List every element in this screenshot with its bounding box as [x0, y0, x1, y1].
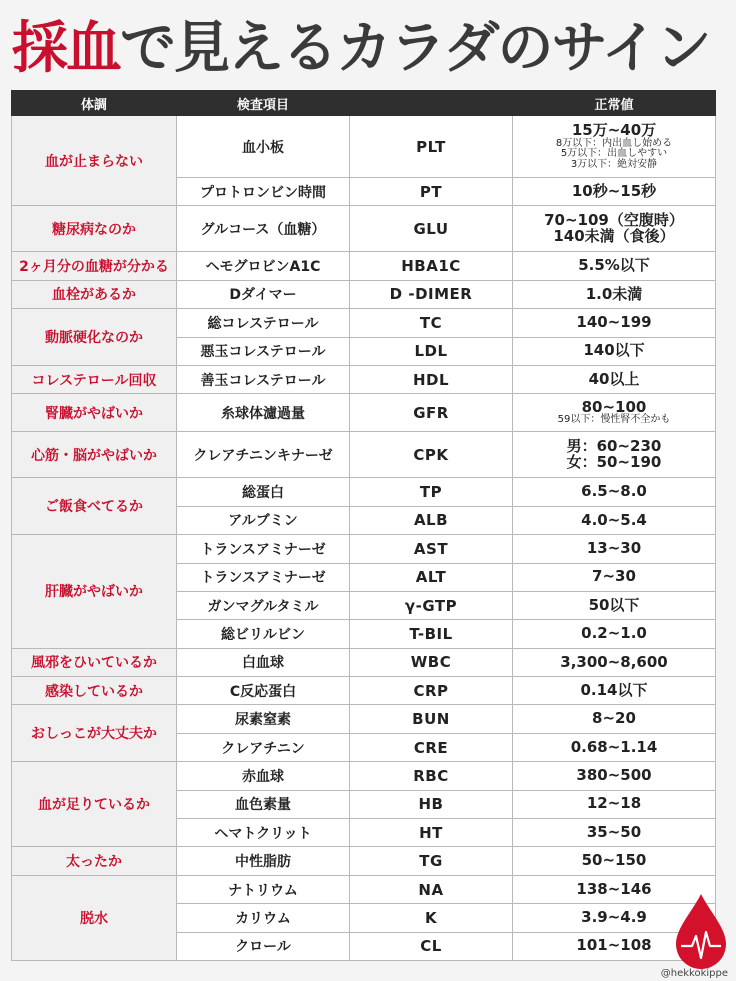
- normal-range: 7~30: [592, 567, 636, 586]
- range-note: 5万以下：出血しやすい: [560, 148, 668, 160]
- category-label: おしっこが大丈夫か: [12, 705, 177, 762]
- table-row: [12, 648, 716, 676]
- header-item: 検査項目: [177, 91, 350, 116]
- normal-range: 0.14以下: [580, 680, 648, 699]
- range-note: 8万以下：内出血し始める: [555, 137, 673, 149]
- test-symbol: GLU: [350, 206, 513, 252]
- test-symbol: PT: [350, 178, 513, 206]
- normal-range-cell: [513, 733, 716, 761]
- table-row: [12, 252, 716, 280]
- normal-range-cell: [513, 790, 716, 818]
- test-symbol: PLT: [350, 116, 513, 178]
- table-row: [12, 432, 716, 478]
- test-symbol: ALT: [350, 563, 513, 591]
- test-symbol: HB: [350, 790, 513, 818]
- category-label: 心筋・脳がやばいか: [12, 432, 177, 478]
- test-item-name: 総コレステロール: [177, 309, 350, 337]
- normal-range-secondary: 140未満（食後）: [553, 226, 675, 245]
- header-range: 正常値: [513, 91, 716, 116]
- category-label: 動脈硬化なのか: [12, 309, 177, 366]
- test-item-name: 悪玉コレステロール: [177, 337, 350, 365]
- test-item-name: グルコース（血糖）: [177, 206, 350, 252]
- test-symbol: NA: [350, 875, 513, 903]
- test-symbol: ALB: [350, 506, 513, 534]
- normal-range: 4.0~5.4: [581, 510, 647, 529]
- normal-range-cell: [513, 252, 716, 280]
- normal-range: 50以下: [588, 595, 640, 614]
- test-item-name: カリウム: [177, 904, 350, 932]
- category-label: 風邪をひいているか: [12, 648, 177, 676]
- category-label: コレステロール回収: [12, 365, 177, 393]
- test-symbol: CPK: [350, 432, 513, 478]
- test-symbol: CL: [350, 932, 513, 960]
- test-symbol: WBC: [350, 648, 513, 676]
- normal-range: 6.5~8.0: [581, 482, 647, 501]
- test-symbol: BUN: [350, 705, 513, 733]
- test-symbol: GFR: [350, 394, 513, 432]
- page-title: [12, 6, 710, 82]
- title-rest: で見えるカラダのサイン: [120, 16, 710, 81]
- normal-range-cell: [513, 648, 716, 676]
- normal-range-cell: [513, 432, 716, 478]
- test-item-name: ナトリウム: [177, 875, 350, 903]
- test-item-name: 善玉コレステロール: [177, 365, 350, 393]
- test-item-name: 糸球体濾過量: [177, 394, 350, 432]
- test-item-name: トランスアミナーゼ: [177, 563, 350, 591]
- test-symbol: CRP: [350, 677, 513, 705]
- normal-range-cell: [513, 280, 716, 308]
- normal-range: 70~109（空腹時）: [544, 211, 684, 230]
- normal-range-cell: [513, 677, 716, 705]
- normal-range-cell: [513, 705, 716, 733]
- range-note: 59以下：慢性腎不全かも: [557, 414, 671, 426]
- table-row: [12, 535, 716, 563]
- normal-range: 138~146: [576, 879, 652, 898]
- category-label: 血が止まらない: [12, 116, 177, 206]
- table-body: [12, 116, 716, 961]
- normal-range-cell: [513, 394, 716, 432]
- category-label: 感染しているか: [12, 677, 177, 705]
- title-accent: 採血: [12, 16, 120, 81]
- category-label: 2ヶ月分の血糖が分かる: [12, 252, 177, 280]
- test-item-name: ヘモグロビンA1C: [177, 252, 350, 280]
- test-symbol: RBC: [350, 762, 513, 790]
- table-row: [12, 705, 716, 733]
- normal-range-cell: [513, 563, 716, 591]
- normal-range: 0.68~1.14: [570, 737, 658, 756]
- normal-range: 40以上: [588, 369, 640, 388]
- test-item-name: トランスアミナーゼ: [177, 535, 350, 563]
- category-label: 腎臓がやばいか: [12, 394, 177, 432]
- test-item-name: C反応蛋白: [177, 677, 350, 705]
- table-row: [12, 677, 716, 705]
- test-item-name: クレアチニンキナーゼ: [177, 432, 350, 478]
- table-header: [12, 91, 716, 116]
- test-symbol: HT: [350, 819, 513, 847]
- table-row: [12, 394, 716, 432]
- table-row: [12, 280, 716, 308]
- normal-range: 0.2~1.0: [581, 624, 647, 643]
- test-item-name: 白血球: [177, 648, 350, 676]
- author-credit: @hekkokippe: [660, 968, 728, 979]
- category-label: ご飯食べてるか: [12, 478, 177, 535]
- normal-range: 5.5%以下: [578, 256, 650, 275]
- category-label: 太ったか: [12, 847, 177, 875]
- normal-range-cell: [513, 591, 716, 619]
- test-item-name: 中性脂肪: [177, 847, 350, 875]
- normal-range-cell: [513, 620, 716, 648]
- normal-range: 8~20: [592, 709, 636, 728]
- test-item-name: クロール: [177, 932, 350, 960]
- test-symbol: D -DIMER: [350, 280, 513, 308]
- category-label: 血が足りているか: [12, 762, 177, 847]
- normal-range-cell: [513, 309, 716, 337]
- test-item-name: 総蛋白: [177, 478, 350, 506]
- normal-range: 80~100: [581, 397, 647, 416]
- table-row: [12, 847, 716, 875]
- blood-test-table: [11, 90, 716, 961]
- test-symbol: K: [350, 904, 513, 932]
- range-note: 3万以下：絶対安静: [570, 158, 658, 170]
- table-row: [12, 309, 716, 337]
- normal-range: 15万~40万: [571, 120, 657, 139]
- normal-range-cell: [513, 535, 716, 563]
- normal-range-cell: [513, 847, 716, 875]
- normal-range: 1.0未満: [585, 284, 643, 303]
- category-label: 肝臓がやばいか: [12, 535, 177, 649]
- test-symbol: TC: [350, 309, 513, 337]
- header-symbol: [350, 91, 513, 116]
- normal-range-cell: [513, 206, 716, 252]
- normal-range: 101~108: [576, 936, 652, 955]
- table-row: [12, 365, 716, 393]
- normal-range-cell: [513, 365, 716, 393]
- normal-range: 380~500: [576, 766, 652, 785]
- table-row: [12, 206, 716, 252]
- normal-range: 3.9~4.9: [581, 908, 647, 927]
- normal-range-cell: [513, 819, 716, 847]
- test-symbol: LDL: [350, 337, 513, 365]
- test-item-name: ガンマグルタミル: [177, 591, 350, 619]
- normal-range-cell: [513, 506, 716, 534]
- test-symbol: HDL: [350, 365, 513, 393]
- normal-range-cell: [513, 116, 716, 178]
- normal-range: 50~150: [581, 851, 647, 870]
- test-symbol: TP: [350, 478, 513, 506]
- test-item-name: 尿素窒素: [177, 705, 350, 733]
- category-label: 脱水: [12, 875, 177, 960]
- normal-range-cell: [513, 478, 716, 506]
- category-label: 糖尿病なのか: [12, 206, 177, 252]
- normal-range: 140以下: [583, 341, 645, 360]
- normal-range: 35~50: [586, 822, 642, 841]
- test-item-name: Dダイマー: [177, 280, 350, 308]
- test-item-name: アルブミン: [177, 506, 350, 534]
- test-item-name: プロトロンビン時間: [177, 178, 350, 206]
- normal-range-cell: [513, 337, 716, 365]
- normal-range: 10秒~15秒: [571, 181, 657, 200]
- blood-drop-heartbeat-icon: [672, 892, 730, 972]
- table-row: [12, 762, 716, 790]
- normal-range: 男：60~230: [566, 437, 662, 456]
- table-row: [12, 875, 716, 903]
- test-item-name: 血色素量: [177, 790, 350, 818]
- normal-range: 3,300~8,600: [560, 652, 668, 671]
- test-symbol: TG: [350, 847, 513, 875]
- test-item-name: クレアチニン: [177, 733, 350, 761]
- table-row: [12, 116, 716, 178]
- test-item-name: ヘマトクリット: [177, 819, 350, 847]
- table-row: [12, 478, 716, 506]
- header-category: 体調: [12, 91, 177, 116]
- category-label: 血栓があるか: [12, 280, 177, 308]
- test-symbol: T-BIL: [350, 620, 513, 648]
- test-symbol: AST: [350, 535, 513, 563]
- test-item-name: 総ビリルビン: [177, 620, 350, 648]
- test-symbol: γ-GTP: [350, 591, 513, 619]
- normal-range-cell: [513, 762, 716, 790]
- normal-range: 12~18: [586, 794, 642, 813]
- test-item-name: 赤血球: [177, 762, 350, 790]
- test-item-name: 血小板: [177, 116, 350, 178]
- normal-range-secondary: 女：50~190: [566, 452, 662, 471]
- normal-range: 13~30: [586, 538, 642, 557]
- test-symbol: CRE: [350, 733, 513, 761]
- normal-range-cell: [513, 178, 716, 206]
- test-symbol: HBA1C: [350, 252, 513, 280]
- normal-range: 140~199: [576, 312, 652, 331]
